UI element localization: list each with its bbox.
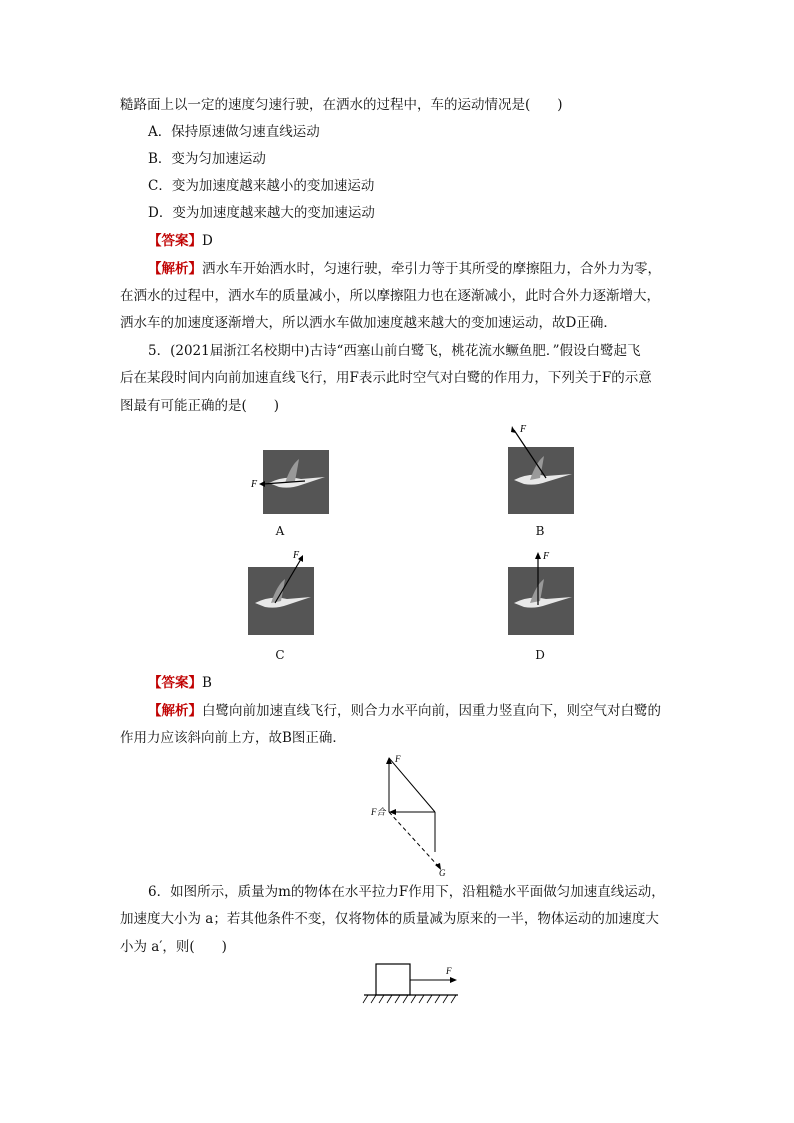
label-g: G bbox=[439, 868, 446, 877]
question-5-analysis-line-1 bbox=[148, 701, 661, 721]
question-6-stem-line-2: 加速度大小为 a；若其他条件不变，仅将物体的质量减为原来的一半，物体运动的加速度大 bbox=[120, 911, 659, 927]
force-label: F bbox=[446, 966, 452, 976]
arrow-head bbox=[259, 481, 265, 487]
question-4-stem: 糙路面上以一定的速度匀速行驶，在洒水的过程中，车的运动情况是( ) bbox=[120, 97, 563, 113]
question-5-answer bbox=[148, 673, 212, 693]
question-4-answer bbox=[148, 231, 213, 251]
question-6-stem-line-1: 6．如图所示，质量为m的物体在水平拉力F作用下，沿粗糙水平面做匀加速直线运动， bbox=[148, 884, 665, 900]
question-5-stem-line-3: 图最有可能正确的是( ) bbox=[120, 398, 280, 414]
egret-figure-c bbox=[245, 545, 335, 637]
option-label-a: A bbox=[275, 524, 285, 538]
gravity-arrow bbox=[389, 812, 439, 867]
force-label: F bbox=[520, 424, 527, 435]
analysis-tag: 【解析】 bbox=[148, 703, 202, 719]
arrow-head bbox=[389, 809, 396, 815]
question-4-option-c: C．变为加速度越来越小的变加速运动 bbox=[148, 178, 375, 194]
force-label: F bbox=[543, 551, 550, 562]
question-4-analysis-line-1 bbox=[148, 259, 661, 279]
egret-figure-b bbox=[500, 420, 590, 520]
hypotenuse-line bbox=[389, 758, 435, 812]
answer-tag: 【答案】 bbox=[148, 675, 202, 691]
question-4-option-a: A．保持原速做匀速直线运动 bbox=[148, 124, 320, 140]
question-5-analysis-line-2: 作用力应该斜向前上方，故B图正确． bbox=[120, 730, 346, 746]
option-label-b: B bbox=[535, 524, 545, 538]
ground-hatching bbox=[363, 995, 456, 1003]
force-label: F bbox=[293, 550, 300, 561]
block bbox=[376, 964, 410, 995]
question-4-option-d: D．变为加速度越来越大的变加速运动 bbox=[148, 205, 375, 221]
question-5-stem-line-2: 后在某段时间内向前加速直线飞行，用F表示此时空气对白鹭的作用力，下列关于F的示意 bbox=[120, 370, 652, 386]
option-label-d: D bbox=[535, 648, 545, 662]
analysis-text: 白鹭向前加速直线飞行，则合力水平向前，因重力竖直向下，则空气对白鹭的 bbox=[202, 703, 661, 719]
option-label-c: C bbox=[275, 648, 285, 662]
label-f: F bbox=[395, 754, 401, 764]
question-5-stem-line-1: 5．(2021届浙江名校期中)古诗“西塞山前白鹭飞，桃花流水鳜鱼肥．”假设白鹭起飞 bbox=[148, 343, 641, 359]
egret-figure-d bbox=[500, 545, 590, 637]
answer-tag: 【答案】 bbox=[148, 233, 202, 249]
answer-value: B bbox=[202, 675, 212, 691]
analysis-tag: 【解析】 bbox=[148, 261, 202, 277]
question-4-analysis-line-2: 在洒水的过程中，洒水车的质量减小，所以摩擦阻力也在逐渐减小，此时合外力逐渐增大， bbox=[120, 288, 660, 304]
egret-figure-a bbox=[245, 445, 335, 515]
arrow-head bbox=[535, 552, 541, 559]
block-on-surface-figure bbox=[360, 960, 465, 1010]
question-4-analysis-line-3: 洒水车的加速度逐渐增大，所以洒水车做加速度越来越大的变加速运动，故D正确． bbox=[120, 315, 617, 331]
question-6-stem-line-3: 小为 a′，则( ) bbox=[120, 939, 227, 955]
answer-value: D bbox=[202, 233, 213, 249]
question-4-option-b: B．变为匀加速运动 bbox=[148, 151, 266, 167]
force-composition-diagram bbox=[365, 752, 455, 877]
force-label: F bbox=[251, 479, 258, 490]
arrow-head bbox=[511, 426, 516, 433]
analysis-text: 洒水车开始洒水时，匀速行驶，牵引力等于其所受的摩擦阻力，合外力为零， bbox=[202, 261, 661, 277]
arrow-head bbox=[450, 977, 457, 983]
label-f-net: F合 bbox=[371, 807, 386, 817]
